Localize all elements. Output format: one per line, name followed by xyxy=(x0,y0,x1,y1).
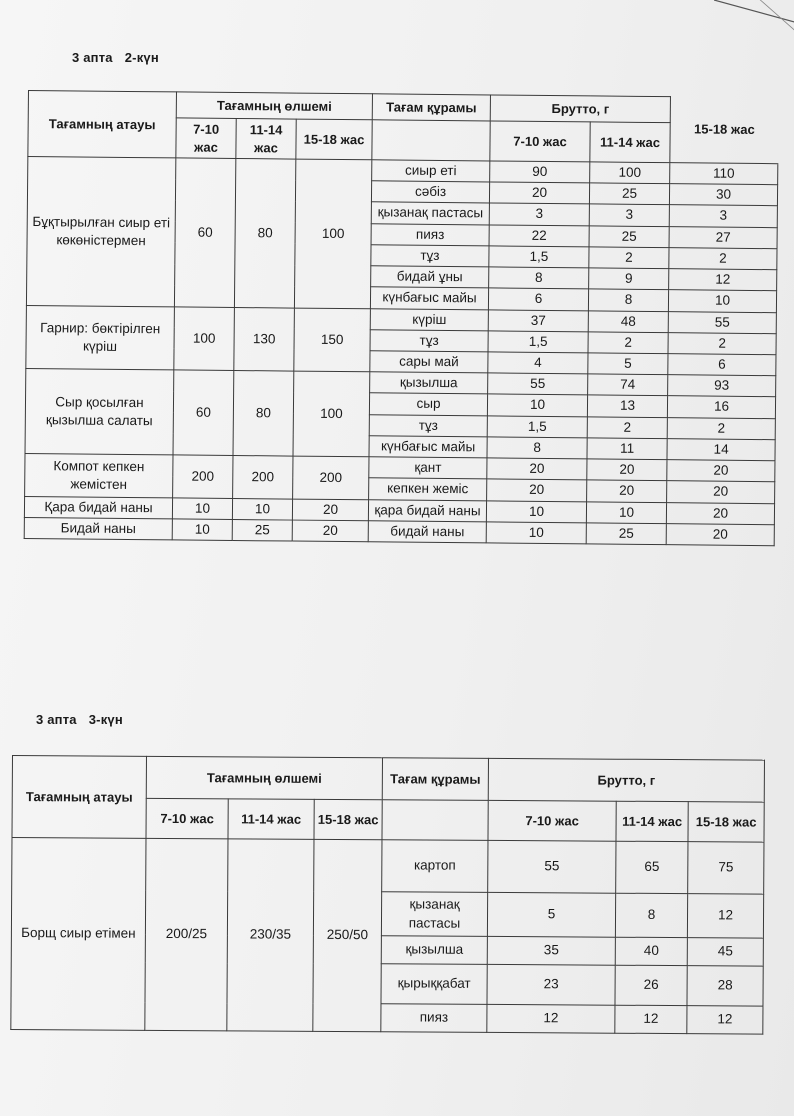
header-portion-age-7-10: 7-10 жас xyxy=(176,118,236,159)
gross-value: 55 xyxy=(668,311,776,333)
ingredient-name: тұз xyxy=(371,245,489,267)
portion-cell: 100 xyxy=(294,159,371,308)
gross-value: 8 xyxy=(615,893,687,937)
dish-name: Қара бидай наны xyxy=(24,496,172,519)
ingredient-name: тұз xyxy=(369,414,487,436)
portion-cell: 10 xyxy=(172,519,232,541)
week-label: 3 апта xyxy=(72,50,113,65)
header-portion-age-15-18: 15-18 жас xyxy=(314,799,382,839)
gross-value: 20 xyxy=(667,460,775,482)
header-portion-age-7-10: 7-10 жас xyxy=(146,798,228,839)
gross-value: 28 xyxy=(687,966,763,1006)
portion-cell: 200 xyxy=(293,456,369,499)
gross-value: 2 xyxy=(587,417,667,439)
day-label: 2-күн xyxy=(124,50,159,65)
gross-value: 20 xyxy=(587,480,667,502)
ingredient-name: пияз xyxy=(381,1004,487,1033)
ingredient-name: қант xyxy=(369,457,487,479)
gross-value: 1,5 xyxy=(487,416,587,438)
header-composition: Тағам құрамы xyxy=(382,758,488,801)
header-portion-age-11-14: 11-14 жас xyxy=(236,119,296,160)
gross-value: 3 xyxy=(589,204,669,226)
gross-value: 2 xyxy=(669,248,777,270)
header-dish: Тағамның атауы xyxy=(12,756,146,839)
portion-cell: 130 xyxy=(234,307,295,371)
gross-value: 25 xyxy=(586,523,666,545)
day-label: 3-күн xyxy=(88,712,123,727)
ingredient-name: картоп xyxy=(382,840,488,893)
header-gross-age-11-14: 11-14 жас xyxy=(616,801,688,841)
gross-value: 20 xyxy=(666,523,774,545)
gross-value: 16 xyxy=(667,396,775,418)
ingredient-name: тұз xyxy=(370,330,488,352)
gross-value: 23 xyxy=(487,964,615,1005)
gross-value: 40 xyxy=(615,937,687,965)
gross-value: 74 xyxy=(588,374,668,396)
gross-value: 10 xyxy=(487,394,587,416)
ingredient-name: күнбағыс майы xyxy=(370,287,488,309)
gross-value: 12 xyxy=(487,1004,615,1033)
header-composition-blank xyxy=(372,120,490,161)
gross-value: 2 xyxy=(667,417,775,439)
ingredient-name: қызылша xyxy=(370,372,488,394)
ingredient-name: қызылша xyxy=(381,936,487,965)
header-gross-age-15-18: 15-18 жас xyxy=(670,97,779,164)
portion-cell: 10 xyxy=(172,497,232,519)
gross-value: 5 xyxy=(588,353,668,375)
gross-value: 1,5 xyxy=(489,246,589,268)
gross-value: 90 xyxy=(490,161,590,183)
portion-cell: 80 xyxy=(233,371,294,456)
section-title-week3-day2 xyxy=(72,50,171,65)
dish-name: Бидай наны xyxy=(24,517,172,540)
menu-table-day3 xyxy=(10,755,765,1035)
portion-cell: 200 xyxy=(233,456,293,499)
header-gross: Брутто, г xyxy=(490,95,670,123)
gross-value: 10 xyxy=(486,522,586,544)
gross-value: 3 xyxy=(489,203,589,225)
portion-cell: 100 xyxy=(293,371,370,457)
gross-value: 45 xyxy=(687,938,763,966)
gross-value: 20 xyxy=(489,182,589,204)
header-dish: Тағамның атауы xyxy=(28,91,177,158)
portion-cell: 150 xyxy=(294,308,371,372)
gross-value: 100 xyxy=(590,162,670,184)
header-portion-age-15-18: 15-18 жас xyxy=(296,119,372,160)
table-row xyxy=(12,838,764,895)
gross-value: 26 xyxy=(615,965,687,1005)
pen-icon xyxy=(714,0,794,80)
gross-value: 2 xyxy=(589,247,669,269)
dish-name: Борщ сиыр етімен xyxy=(11,838,146,1031)
dish-name: Компот кепкен жемістен xyxy=(25,454,173,498)
gross-value: 5 xyxy=(487,892,615,937)
gross-value: 48 xyxy=(588,310,668,332)
portion-cell: 230/35 xyxy=(227,839,314,1032)
ingredient-name: қырыққабат xyxy=(381,964,487,1005)
gross-value: 35 xyxy=(487,936,615,965)
gross-value: 12 xyxy=(669,269,777,291)
portion-cell: 60 xyxy=(174,158,235,307)
portion-cell: 10 xyxy=(232,498,292,520)
gross-value: 37 xyxy=(488,309,588,331)
ingredient-name: күріш xyxy=(370,308,488,330)
header-gross-age-11-14: 11-14 жас xyxy=(590,122,670,163)
gross-value: 8 xyxy=(489,267,589,289)
gross-value: 11 xyxy=(587,438,667,460)
gross-value: 20 xyxy=(487,458,587,480)
gross-value: 4 xyxy=(488,352,588,374)
gross-value: 2 xyxy=(588,332,668,354)
ingredient-name: күнбағыс майы xyxy=(369,436,487,458)
gross-value: 10 xyxy=(586,501,666,523)
gross-value: 3 xyxy=(669,205,777,227)
section-title-week3-day3 xyxy=(36,712,135,727)
gross-value: 20 xyxy=(487,479,587,501)
dish-name: Сыр қосылған қызылша салаты xyxy=(25,369,174,455)
gross-value: 30 xyxy=(669,184,777,206)
portion-cell: 80 xyxy=(234,158,295,307)
portion-cell: 250/50 xyxy=(313,839,382,1031)
gross-value: 10 xyxy=(668,290,776,312)
gross-value: 93 xyxy=(668,375,776,397)
gross-value: 25 xyxy=(589,183,669,205)
gross-value: 55 xyxy=(488,373,588,395)
gross-value: 27 xyxy=(669,226,777,248)
portion-cell: 200/25 xyxy=(145,838,228,1030)
gross-value: 55 xyxy=(488,840,616,893)
gross-value: 75 xyxy=(688,842,764,894)
gross-value: 12 xyxy=(687,1006,763,1034)
portion-cell: 60 xyxy=(173,370,234,455)
header-composition: Тағам құрамы xyxy=(372,94,490,121)
week-label: 3 апта xyxy=(36,712,77,727)
ingredient-name: сары май xyxy=(370,351,488,373)
gross-value: 25 xyxy=(589,226,669,248)
ingredient-name: пияз xyxy=(371,223,489,245)
portion-cell: 200 xyxy=(173,455,233,498)
gross-value: 110 xyxy=(670,163,778,185)
gross-value: 1,5 xyxy=(488,331,588,353)
gross-value: 8 xyxy=(487,437,587,459)
gross-value: 22 xyxy=(489,225,589,247)
header-gross-age-7-10: 7-10 жас xyxy=(490,121,590,162)
portion-cell: 20 xyxy=(292,499,368,521)
gross-value: 20 xyxy=(667,481,775,503)
ingredient-name: қызанақ пастасы xyxy=(371,202,489,224)
ingredient-name: қара бидай наны xyxy=(368,499,486,521)
gross-value: 8 xyxy=(588,289,668,311)
ingredient-name: сәбіз xyxy=(371,181,489,203)
gross-value: 2 xyxy=(668,332,776,354)
portion-cell: 25 xyxy=(232,519,292,541)
header-gross: Брутто, г xyxy=(488,758,764,802)
ingredient-name: қызанақ пастасы xyxy=(381,892,487,937)
ingredient-name: бидай наны xyxy=(368,521,486,543)
gross-value: 65 xyxy=(616,841,688,893)
dish-name: Бұқтырылған сиыр еті көкөністермен xyxy=(26,157,175,307)
dish-name: Гарнир: бөктірілген күріш xyxy=(26,305,175,370)
gross-value: 6 xyxy=(488,288,588,310)
ingredient-name: кепкен жеміс xyxy=(369,478,487,500)
gross-value: 10 xyxy=(486,500,586,522)
header-composition-blank xyxy=(382,800,488,841)
header-gross-age-7-10: 7-10 жас xyxy=(488,800,616,841)
gross-value: 13 xyxy=(587,395,667,417)
ingredient-name: бидай ұны xyxy=(371,266,489,288)
menu-table-day2 xyxy=(24,90,779,546)
header-portion: Тағамның өлшемі xyxy=(146,756,382,799)
gross-value: 20 xyxy=(587,459,667,481)
gross-value: 12 xyxy=(615,1005,687,1033)
portion-cell: 100 xyxy=(174,306,235,370)
header-portion-age-11-14: 11-14 жас xyxy=(228,799,314,840)
header-gross-age-15-18: 15-18 жас xyxy=(688,802,764,842)
gross-value: 20 xyxy=(666,502,774,524)
ingredient-name: сыр xyxy=(369,393,487,415)
header-portion: Тағамның өлшемі xyxy=(176,92,372,120)
gross-value: 6 xyxy=(668,354,776,376)
gross-value: 12 xyxy=(687,894,763,938)
gross-value: 9 xyxy=(589,268,669,290)
portion-cell: 20 xyxy=(292,520,368,542)
gross-value: 14 xyxy=(667,438,775,460)
ingredient-name: сиыр еті xyxy=(372,160,490,182)
